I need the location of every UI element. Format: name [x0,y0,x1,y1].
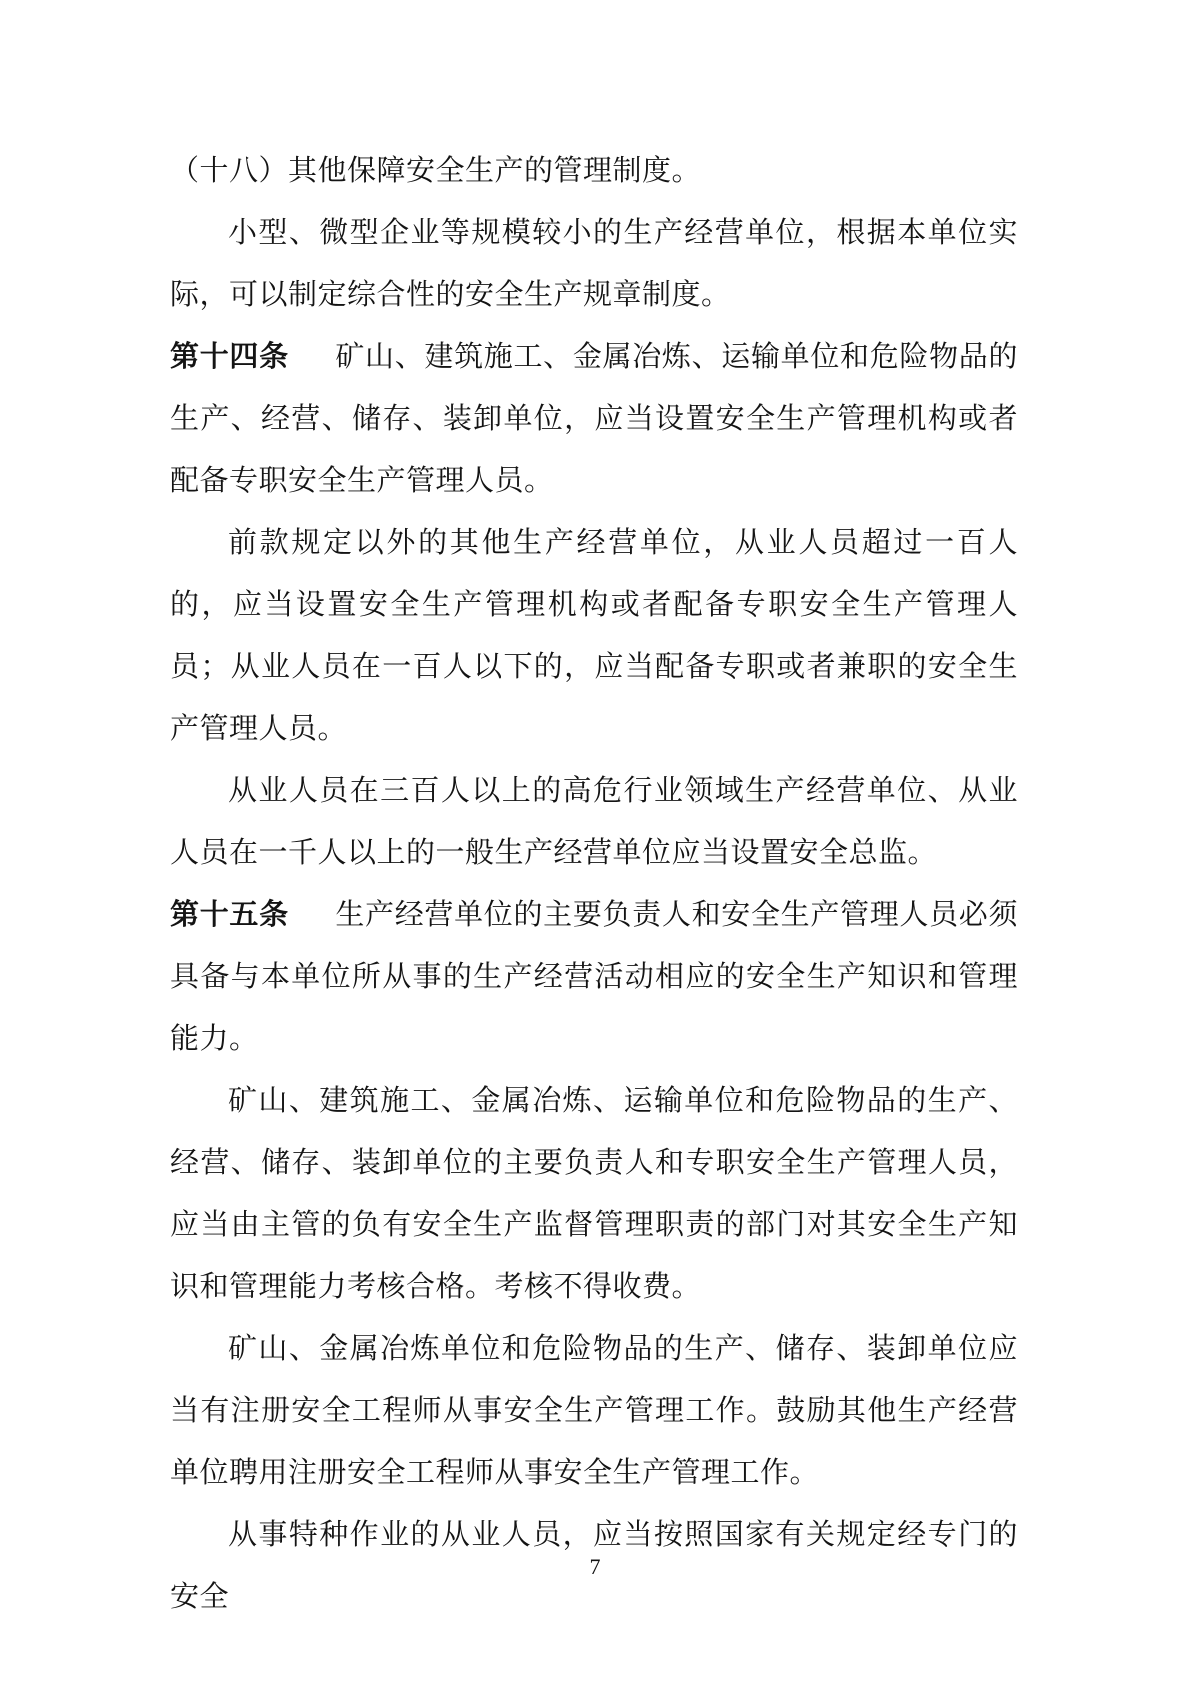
page-footer [0,1552,1190,1582]
paragraph-text: 小型、微型企业等规模较小的生产经营单位，根据本单位实际，可以制定综合性的安全生产规章制度。 [170,217,1018,311]
clause-item-18 [170,140,1018,202]
article-15-number: 第十五条 [170,899,289,931]
page-number: 7 [589,1554,601,1579]
paragraph-registered-engineers [170,1318,1018,1504]
paragraph-safety-director [170,760,1018,884]
paragraph-assessment [170,1070,1018,1318]
article-15 [170,884,1018,1070]
document-body [170,140,1018,1628]
paragraph-text: 矿山、建筑施工、金属冶炼、运输单位和危险物品的生产、经营、储存、装卸单位，应当设置安全生产管理机构或者配备专职安全生产管理人员。 [170,341,1018,497]
paragraph-text: 从业人员在三百人以上的高危行业领域生产经营单位、从业人员在一千人以上的一般生产经营单位应当设置安全总监。 [170,775,1018,869]
paragraph-text: 矿山、建筑施工、金属冶炼、运输单位和危险物品的生产、经营、储存、装卸单位的主要负责人和专职安全生产管理人员，应当由主管的负有安全生产监督管理职责的部门对其安全生产知识和管理能力考核合格。考核不得收费。 [170,1085,1018,1303]
paragraph-text: 生产经营单位的主要负责人和安全生产管理人员必须具备与本单位所从事的生产经营活动相应的安全生产知识和管理能力。 [170,899,1018,1055]
paragraph-text: 矿山、金属冶炼单位和危险物品的生产、储存、装卸单位应当有注册安全工程师从事安全生产管理工作。鼓励其他生产经营单位聘用注册安全工程师从事安全生产管理工作。 [170,1333,1018,1489]
article-14 [170,326,1018,512]
paragraph-other-units [170,512,1018,760]
article-14-number: 第十四条 [170,341,289,373]
paragraph-small-enterprises [170,202,1018,326]
paragraph-text: 前款规定以外的其他生产经营单位，从业人员超过一百人的，应当设置安全生产管理机构或者配备专职安全生产管理人员；从业人员在一百人以下的，应当配备专职或者兼职的安全生产管理人员。 [170,527,1018,745]
paragraph-text: 从事特种作业的从业人员，应当按照国家有关规定经专门的安全 [170,1519,1018,1613]
paragraph-text: （十八）其他保障安全生产的管理制度。 [170,155,702,187]
